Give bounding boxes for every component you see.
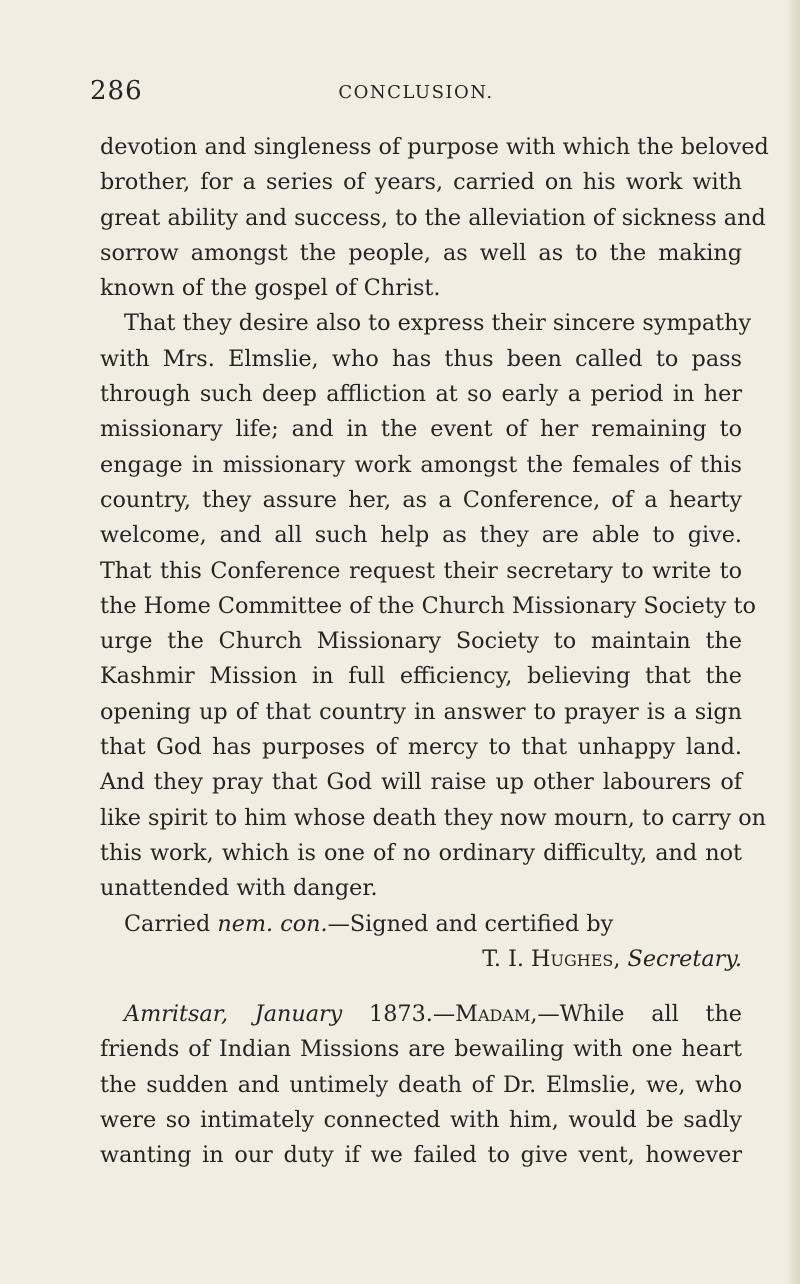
body-text (100, 130, 769, 1174)
text-line: friends of Indian Missions are bewailing with one heart (100, 1036, 742, 1063)
carried-latin: nem. con. (217, 910, 328, 937)
letter-salutation: Madam, (455, 1001, 538, 1028)
signature-name: T. I. Hughes, (482, 945, 621, 972)
text-line: opening up of that country in answer to prayer is a sign (100, 698, 742, 725)
signature-line (100, 942, 742, 977)
text-line: with Mrs. Elmslie, who has thus been called to pass (100, 345, 742, 372)
text-line: known of the gospel of Christ. (100, 275, 441, 302)
running-title: CONCLUSION. (338, 82, 494, 103)
text-line: Kashmir Mission in full efficiency, believing that the (100, 663, 742, 690)
text-line: That they desire also to express their sincere sympathy (124, 310, 752, 337)
text-line: this work, which is one of no ordinary difficulty, and not (100, 839, 742, 866)
text-line: devotion and singleness of purpose with which the beloved (100, 134, 769, 160)
text-line: that God has purposes of mercy to that unhappy land. (100, 734, 742, 761)
text-line: were so intimately connected with him, would be sadly (100, 1107, 742, 1134)
text-line: And they pray that God will raise up other labourers of (100, 769, 742, 796)
page-edge-shadow (786, 0, 800, 1284)
text-line: brother, for a series of years, carried on his work with (100, 169, 742, 196)
page-number: 286 (90, 76, 143, 106)
letter-opening: —While all the (537, 1001, 743, 1028)
text-line: That this Conference request their secretary to write to (100, 557, 742, 584)
text-line: wanting in our duty if we failed to give vent, however (100, 1142, 742, 1169)
letter-opening-line (100, 997, 742, 1032)
letter-place: Amritsar, (124, 1001, 229, 1028)
carried-suffix: —Signed and certified by (327, 910, 614, 937)
carried-line (100, 907, 742, 942)
text-line: unattended with danger. (100, 875, 378, 902)
text-line: missionary life; and in the event of her remaining to (100, 416, 742, 443)
carried-prefix: Carried (124, 910, 218, 937)
signature-title: Secretary. (627, 945, 742, 972)
section-gap (100, 977, 742, 997)
text-line: urge the Church Missionary Society to maintain the (100, 628, 742, 655)
text-line: through such deep affliction at so early a period in her (100, 381, 742, 408)
running-head (90, 76, 742, 112)
text-line: sorrow amongst the people, as well as to the making (100, 239, 742, 266)
letter-month: January (254, 1001, 343, 1028)
text-line: like spirit to him whose death they now mourn, to carry on (100, 804, 767, 831)
text-line: great ability and success, to the alleviation of sickness and (100, 204, 766, 231)
letter-year: 1873.— (342, 1001, 456, 1028)
text-line: the sudden and untimely death of Dr. Elmslie, we, who (100, 1071, 742, 1098)
text-line: welcome, and all such help as they are able to give. (100, 522, 742, 549)
text-line: the Home Committee of the Church Missionary Society to (100, 592, 756, 619)
text-line: engage in missionary work amongst the females of this (100, 451, 742, 478)
text-line: country, they assure her, as a Conference, of a hearty (100, 486, 742, 513)
